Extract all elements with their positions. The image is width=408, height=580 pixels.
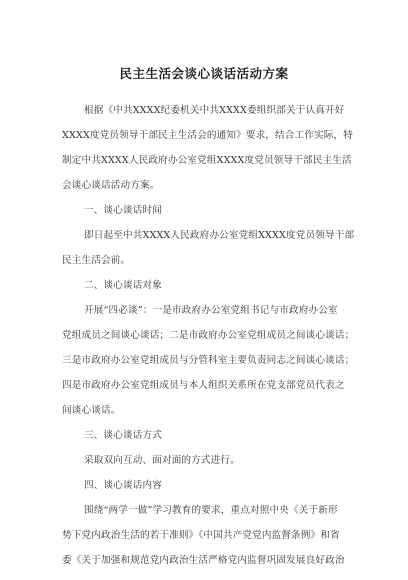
paragraph-line: 开展“四必谈”：一是市政府办公室党组书记与市政府办公室 [84, 305, 338, 316]
paragraph-line: XXXX度党员领导干部民主生活会的通知》要求，结合工作实际，特 [62, 130, 353, 141]
section-heading: 四、谈心谈话内容 [84, 480, 162, 491]
paragraph-line: 三是市政府办公室党组成员与分管科室主要负责同志之间谈心谈话； [62, 355, 355, 366]
paragraph-line: 势下党内政治生活的若干准则》《中国共产党党内监督条例》和省 [62, 530, 340, 541]
paragraph-line: 采取双向互动、面对面的方式进行。 [84, 455, 240, 466]
paragraph-line: 四是市政府办公室党组成员与本人组织关系所在党支部党员代表之 [62, 380, 345, 391]
paragraph-line: 间谈心谈话。 [62, 405, 121, 416]
section-heading: 三、谈心谈话方式 [84, 430, 162, 441]
paragraph-line: 制定中共XXXX人民政府办公室党组XXXX度党员领导干部民主生活 [62, 155, 352, 166]
document-title: 民主生活会谈心谈话活动方案 [119, 66, 289, 81]
paragraph-line: 根据《中共XXXX纪委机关中共XXXX委组织部关于认真开好 [84, 105, 345, 116]
paragraph-line: 民主生活会前。 [62, 255, 131, 266]
paragraph-line: 即日起至中共XXXX人民政府办公室党组XXXX度党员领导干部 [84, 230, 355, 241]
paragraph-line: 围绕“两学一做”学习教育的要求，重点对照中央《关于新形 [84, 505, 338, 516]
paragraph-line: 党组成员之间谈心谈话；二是市政府办公室党组成员之间谈心谈话； [62, 330, 355, 341]
section-heading: 一、谈心谈话时间 [84, 205, 162, 216]
paragraph-line: 会谈心谈话活动方案。 [62, 180, 160, 191]
paragraph-line: 委《关于加强和规范党内政治生活严格党内监督巩固发展良好政治 [62, 555, 345, 566]
section-heading: 二、谈心谈话对象 [84, 280, 162, 291]
